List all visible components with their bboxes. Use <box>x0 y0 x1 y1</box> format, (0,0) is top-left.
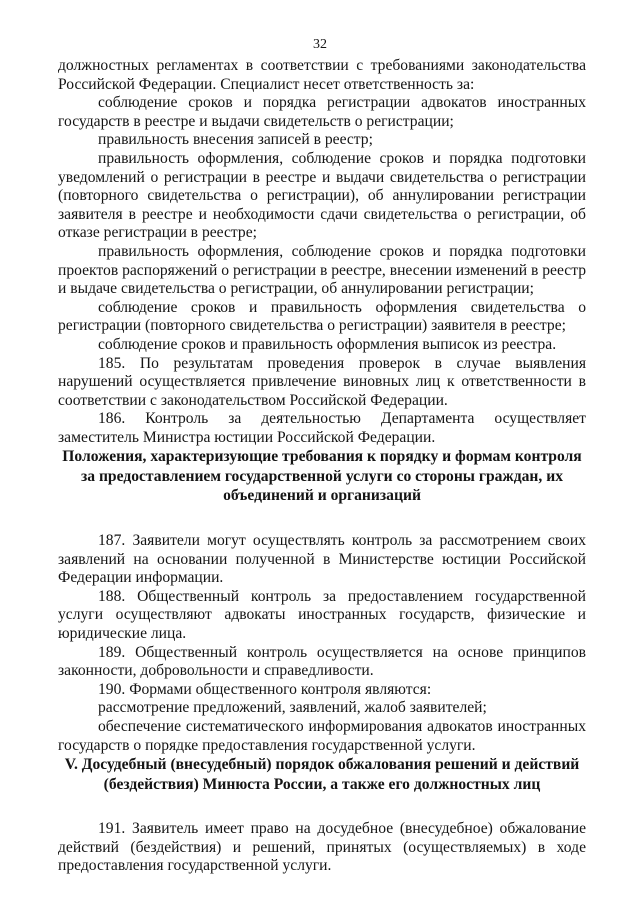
paragraph-186: 186. Контроль за деятельностью Департамента осуществляет заместитель Министра юстиции Российской Федерации. <box>58 410 586 446</box>
paragraph: правильность оформления, соблюдение сроков и порядка подготовки проектов распоряжений о регистрации в реестре, внесении изменений в реестр и выдаче свидетельства о регистрации, об аннулировании регистрации; <box>58 242 586 298</box>
section-heading: Положения, характеризующие требования к порядку и формам контроля за предоставлением государственной услуги со стороны граждан, их объединений и организаций <box>62 448 582 505</box>
paragraph-190: 190. Формами общественного контроля являются: <box>98 680 432 698</box>
page-number: 32 <box>313 37 327 52</box>
paragraph-185: 185. По результатам проведения проверок в случае выявления нарушений осуществляется привлечение виновных лиц к ответственности в соответствии с законодательством Российской Федерации. <box>58 354 586 409</box>
paragraph-188: 188. Общественный контроль за предоставлением государственной услуги осуществляют адвокаты иностранных государств, физические и юридические лица. <box>58 587 586 642</box>
paragraph-187: 187. Заявители могут осуществлять контроль за рассмотрением своих заявлений на основании полученной в Министерстве юстиции Российской Федерации информации. <box>58 531 586 587</box>
paragraph: соблюдение сроков и правильность оформления свидетельства о регистрации (повторного свидетельства о регистрации) заявителя в реестре; <box>58 298 586 335</box>
paragraph: должностных регламентах в соответствии с требованиями законодательства Российской Федерации. Специалист несет ответственность за: <box>58 57 586 93</box>
list-item: рассмотрение предложений, заявлений, жалоб заявителей; <box>98 699 487 717</box>
chapter-heading: V. Досудебный (внесудебный) порядок обжалования решений и действий (бездействия) Минюста России, а также его должностных лиц <box>64 756 580 793</box>
paragraph: соблюдение сроков и порядка регистрации адвокатов иностранных государств в реестре и выдачи свидетельств о регистрации; <box>58 94 586 130</box>
paragraph-191: 191. Заявитель имеет право на досудебное (внесудебное) обжалование действий (бездействия) и решений, принятых (осуществляемых) в ходе предоставления государственной услуги. <box>58 820 586 875</box>
document-body <box>58 57 586 876</box>
list-item: обеспечение систематического информирования адвокатов иностранных государств о порядке предоставления государственной услуги. <box>58 717 586 754</box>
paragraph: правильность внесения записей в реестр; <box>98 131 373 149</box>
paragraph: соблюдение сроков и правильность оформления выписок из реестра. <box>98 335 557 353</box>
paragraph-189: 189. Общественный контроль осуществляется на основе принципов законности, добровольности и справедливости. <box>58 643 586 680</box>
paragraph: правильность оформления, соблюдение сроков и порядка подготовки уведомлений о регистрации в реестре и выдачи свидетельства о регистрации (повторного свидетельства о регистрации), об аннулировании регистрации заявителя в реестре и необходимости сдачи свидетельства о регистрации, об отказе регистрации в реестре; <box>58 149 586 242</box>
